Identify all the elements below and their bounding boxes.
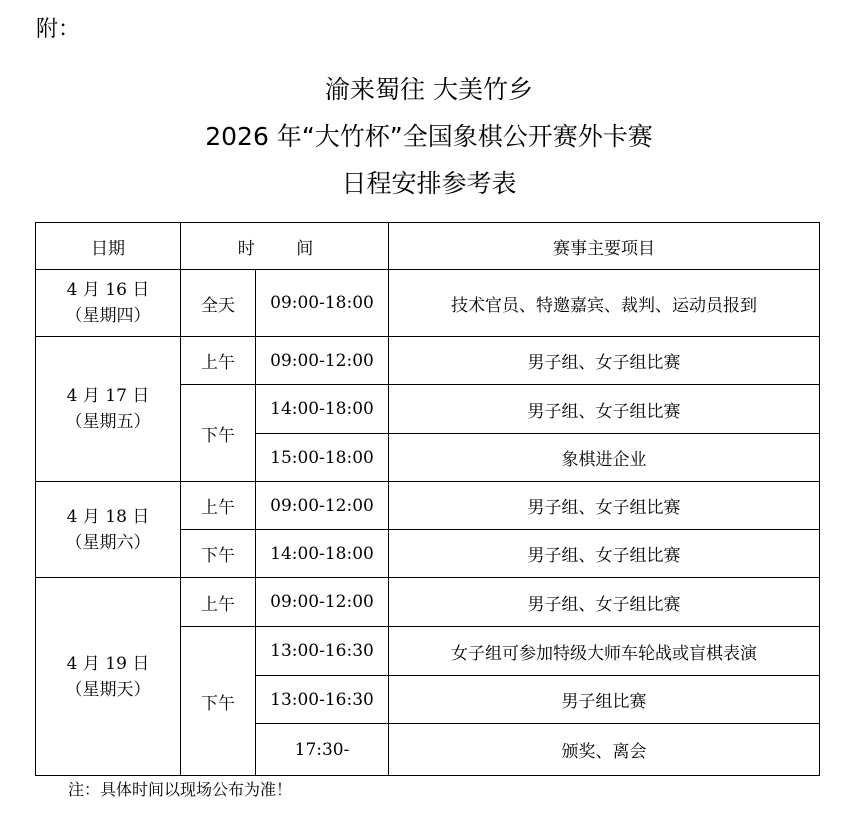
date-text: 4 月 18 日 (66, 506, 150, 527)
period-cell: 上午 (181, 337, 256, 385)
document-title (0, 66, 858, 207)
schedule-table (35, 222, 820, 776)
date-text: 4 月 19 日 (66, 653, 150, 674)
event-cell: 男子组、女子组比赛 (389, 578, 820, 627)
time-cell: 14:00-18:00 (256, 530, 389, 578)
weekday-text: （星期天） (65, 679, 151, 700)
period-cell: 全天 (181, 270, 256, 337)
event-cell: 技术官员、特邀嘉宾、裁判、运动员报到 (389, 270, 820, 337)
table-row (36, 337, 820, 385)
period-cell: 上午 (181, 578, 256, 627)
table-row (36, 578, 820, 627)
date-cell (36, 337, 181, 482)
weekday-text: （星期六） (65, 532, 151, 553)
period-cell: 下午 (181, 530, 256, 578)
event-cell: 男子组、女子组比赛 (389, 385, 820, 434)
header-date: 日期 (36, 223, 181, 270)
time-cell: 09:00-12:00 (256, 337, 389, 385)
event-cell: 象棋进企业 (389, 434, 820, 482)
event-cell: 男子组、女子组比赛 (389, 337, 820, 385)
time-cell: 13:00-16:30 (256, 676, 389, 724)
title-line-2: 2026 年“大竹杯”全国象棋公开赛外卡赛 (205, 122, 653, 151)
weekday-text: （星期四） (65, 306, 151, 326)
date-cell (36, 578, 181, 776)
title-line-3: 日程安排参考表 (341, 169, 517, 198)
time-cell: 09:00-18:00 (256, 270, 389, 337)
attachment-label: 附： (36, 17, 81, 42)
time-cell: 14:00-18:00 (256, 385, 389, 434)
header-event: 赛事主要项目 (389, 223, 820, 270)
table-header-row (36, 223, 820, 270)
time-cell: 15:00-18:00 (256, 434, 389, 482)
event-cell: 男子组、女子组比赛 (389, 482, 820, 530)
title-line-1: 渝来蜀往 大美竹乡 (325, 75, 533, 104)
table-row (36, 482, 820, 530)
time-cell: 17:30- (256, 724, 389, 776)
time-cell: 09:00-12:00 (256, 578, 389, 627)
period-cell: 上午 (181, 482, 256, 530)
period-cell: 下午 (181, 385, 256, 482)
date-cell (36, 482, 181, 578)
event-cell: 男子组、女子组比赛 (389, 530, 820, 578)
weekday-text: （星期五） (65, 412, 151, 432)
period-cell: 下午 (181, 627, 256, 776)
footnote: 注：具体时间以现场公布为准！ (68, 780, 293, 799)
date-text: 4 月 17 日 (66, 386, 150, 406)
event-cell: 女子组可参加特级大师车轮战或盲棋表演 (389, 627, 820, 676)
event-cell: 男子组比赛 (389, 676, 820, 724)
time-cell: 13:00-16:30 (256, 627, 389, 676)
header-time: 时 间 (181, 223, 389, 270)
event-cell: 颁奖、离会 (389, 724, 820, 776)
table-row (36, 270, 820, 337)
date-text: 4 月 16 日 (66, 280, 150, 300)
date-cell (36, 270, 181, 337)
time-cell: 09:00-12:00 (256, 482, 389, 530)
